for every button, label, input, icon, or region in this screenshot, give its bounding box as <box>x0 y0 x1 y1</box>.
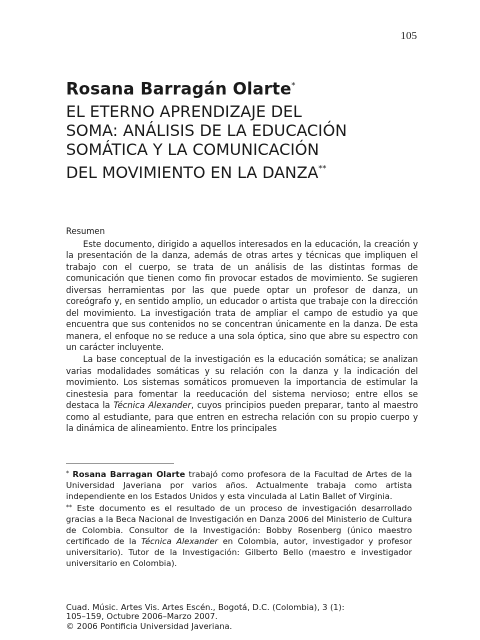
abstract-label: Resumen <box>66 226 105 236</box>
footnote-mark: ** <box>66 504 72 511</box>
footnote-text: en Colombia, autor, investigador y profesor universitario). Tutor de la Investigación: Gilberto Bello (maestro e investigador universitario en Colombia). <box>66 536 413 568</box>
title-line: EL ETERNO APRENDIZAJE DEL <box>66 101 302 121</box>
citation-footer <box>66 603 426 631</box>
citation-line: 105–159, Octubre 2006–Marzo 2007. <box>66 611 218 622</box>
title-footnote-mark: ** <box>318 163 327 173</box>
footnote-mark: * <box>66 470 69 477</box>
copyright-line: © 2006 Pontificia Universidad Javeriana. <box>66 620 233 631</box>
footnotes <box>66 468 412 569</box>
abstract-paragraph <box>66 354 418 435</box>
footnote-text: trabajó como profesora de la Facultad de Artes de la Universidad Javeriana por varios años. Actualmente trabaja como artista independiente en los Estados Unidos y esta vinculada al Latin Ballet of Virginia. <box>66 469 412 501</box>
article-title <box>66 102 396 182</box>
author-name-text: Rosana Barragán Olarte <box>66 79 292 99</box>
author-footnote-mark: * <box>291 81 296 90</box>
abstract-paragraph: Este documento, dirigido a aquellos interesados en la educación, la creación y la presentación de la danza, además de otras artes y técnicas que impliquen el trabajo con el cuerpo, se trata de un análisis de las distintas formas de comunicación que tienen como fin provocar estados de movimiento. Se sugieren diversas herramientas por las que puede optar un profesor de danza, un coreógrafo y, en sentido amplio, un educador o artista que trabaje con la dirección del movimiento. La investigación trata de ampliar el campo de estudio ya que encuentra que sus contenidos no se concentran únicamente en la danza. De esta manera, el enfoque no se reduce a una sola óptica, sino que abre su espectro con un carácter incluyente. <box>66 238 418 353</box>
page-number: 105 <box>400 30 417 42</box>
footnote-divider <box>66 463 174 464</box>
footnote-author <box>66 468 412 502</box>
title-line <box>66 159 396 182</box>
footnote-text: Este documento es el resultado de un proceso de investigación desarrollado gracias a la Beca Nacional de Investigación en Danza 2006 del Ministerio de Cultura de Colombia. Consultor de la Investigación: Bobby Rosenberg (único maestro certificado de la <box>66 503 412 546</box>
abstract-text: , cuyos principios pueden preparar, tanto al maestro como al estudiante, para que entren en estrecha relación con su propio cuerpo y la dinámica de alineamiento. Entre los principales <box>66 400 418 434</box>
technique-name: Técnica Alexander <box>113 400 192 411</box>
author-name <box>66 76 396 100</box>
article-header <box>66 76 396 182</box>
footnote-research <box>66 502 412 569</box>
abstract-section <box>66 226 418 435</box>
citation-line: Cuad. Músic. Artes Vis. Artes Escén., Bogotá, D.C. (Colombia), 3 (1): <box>66 602 345 612</box>
title-line: SOMA: ANÁLISIS DE LA EDUCACIÓN <box>66 120 347 140</box>
title-line: SOMÁTICA Y LA COMUNICACIÓN <box>66 139 320 159</box>
abstract-text: La base conceptual de la investigación es la educación somática; se analizan varias modalidades somáticas y su relación con la danza y la indicación del movimiento. Los sistemas somáticos promueven la importancia de estimular la cinestesia para fomentar la reeducación del sistema nervioso; entre ellos se destaca la <box>66 353 418 411</box>
technique-name: Técnica Alexander <box>141 536 218 546</box>
footnote-author-name: Rosana Barragan Olarte <box>72 469 186 479</box>
title-line-text: DEL MOVIMIENTO EN LA DANZA <box>66 162 319 182</box>
